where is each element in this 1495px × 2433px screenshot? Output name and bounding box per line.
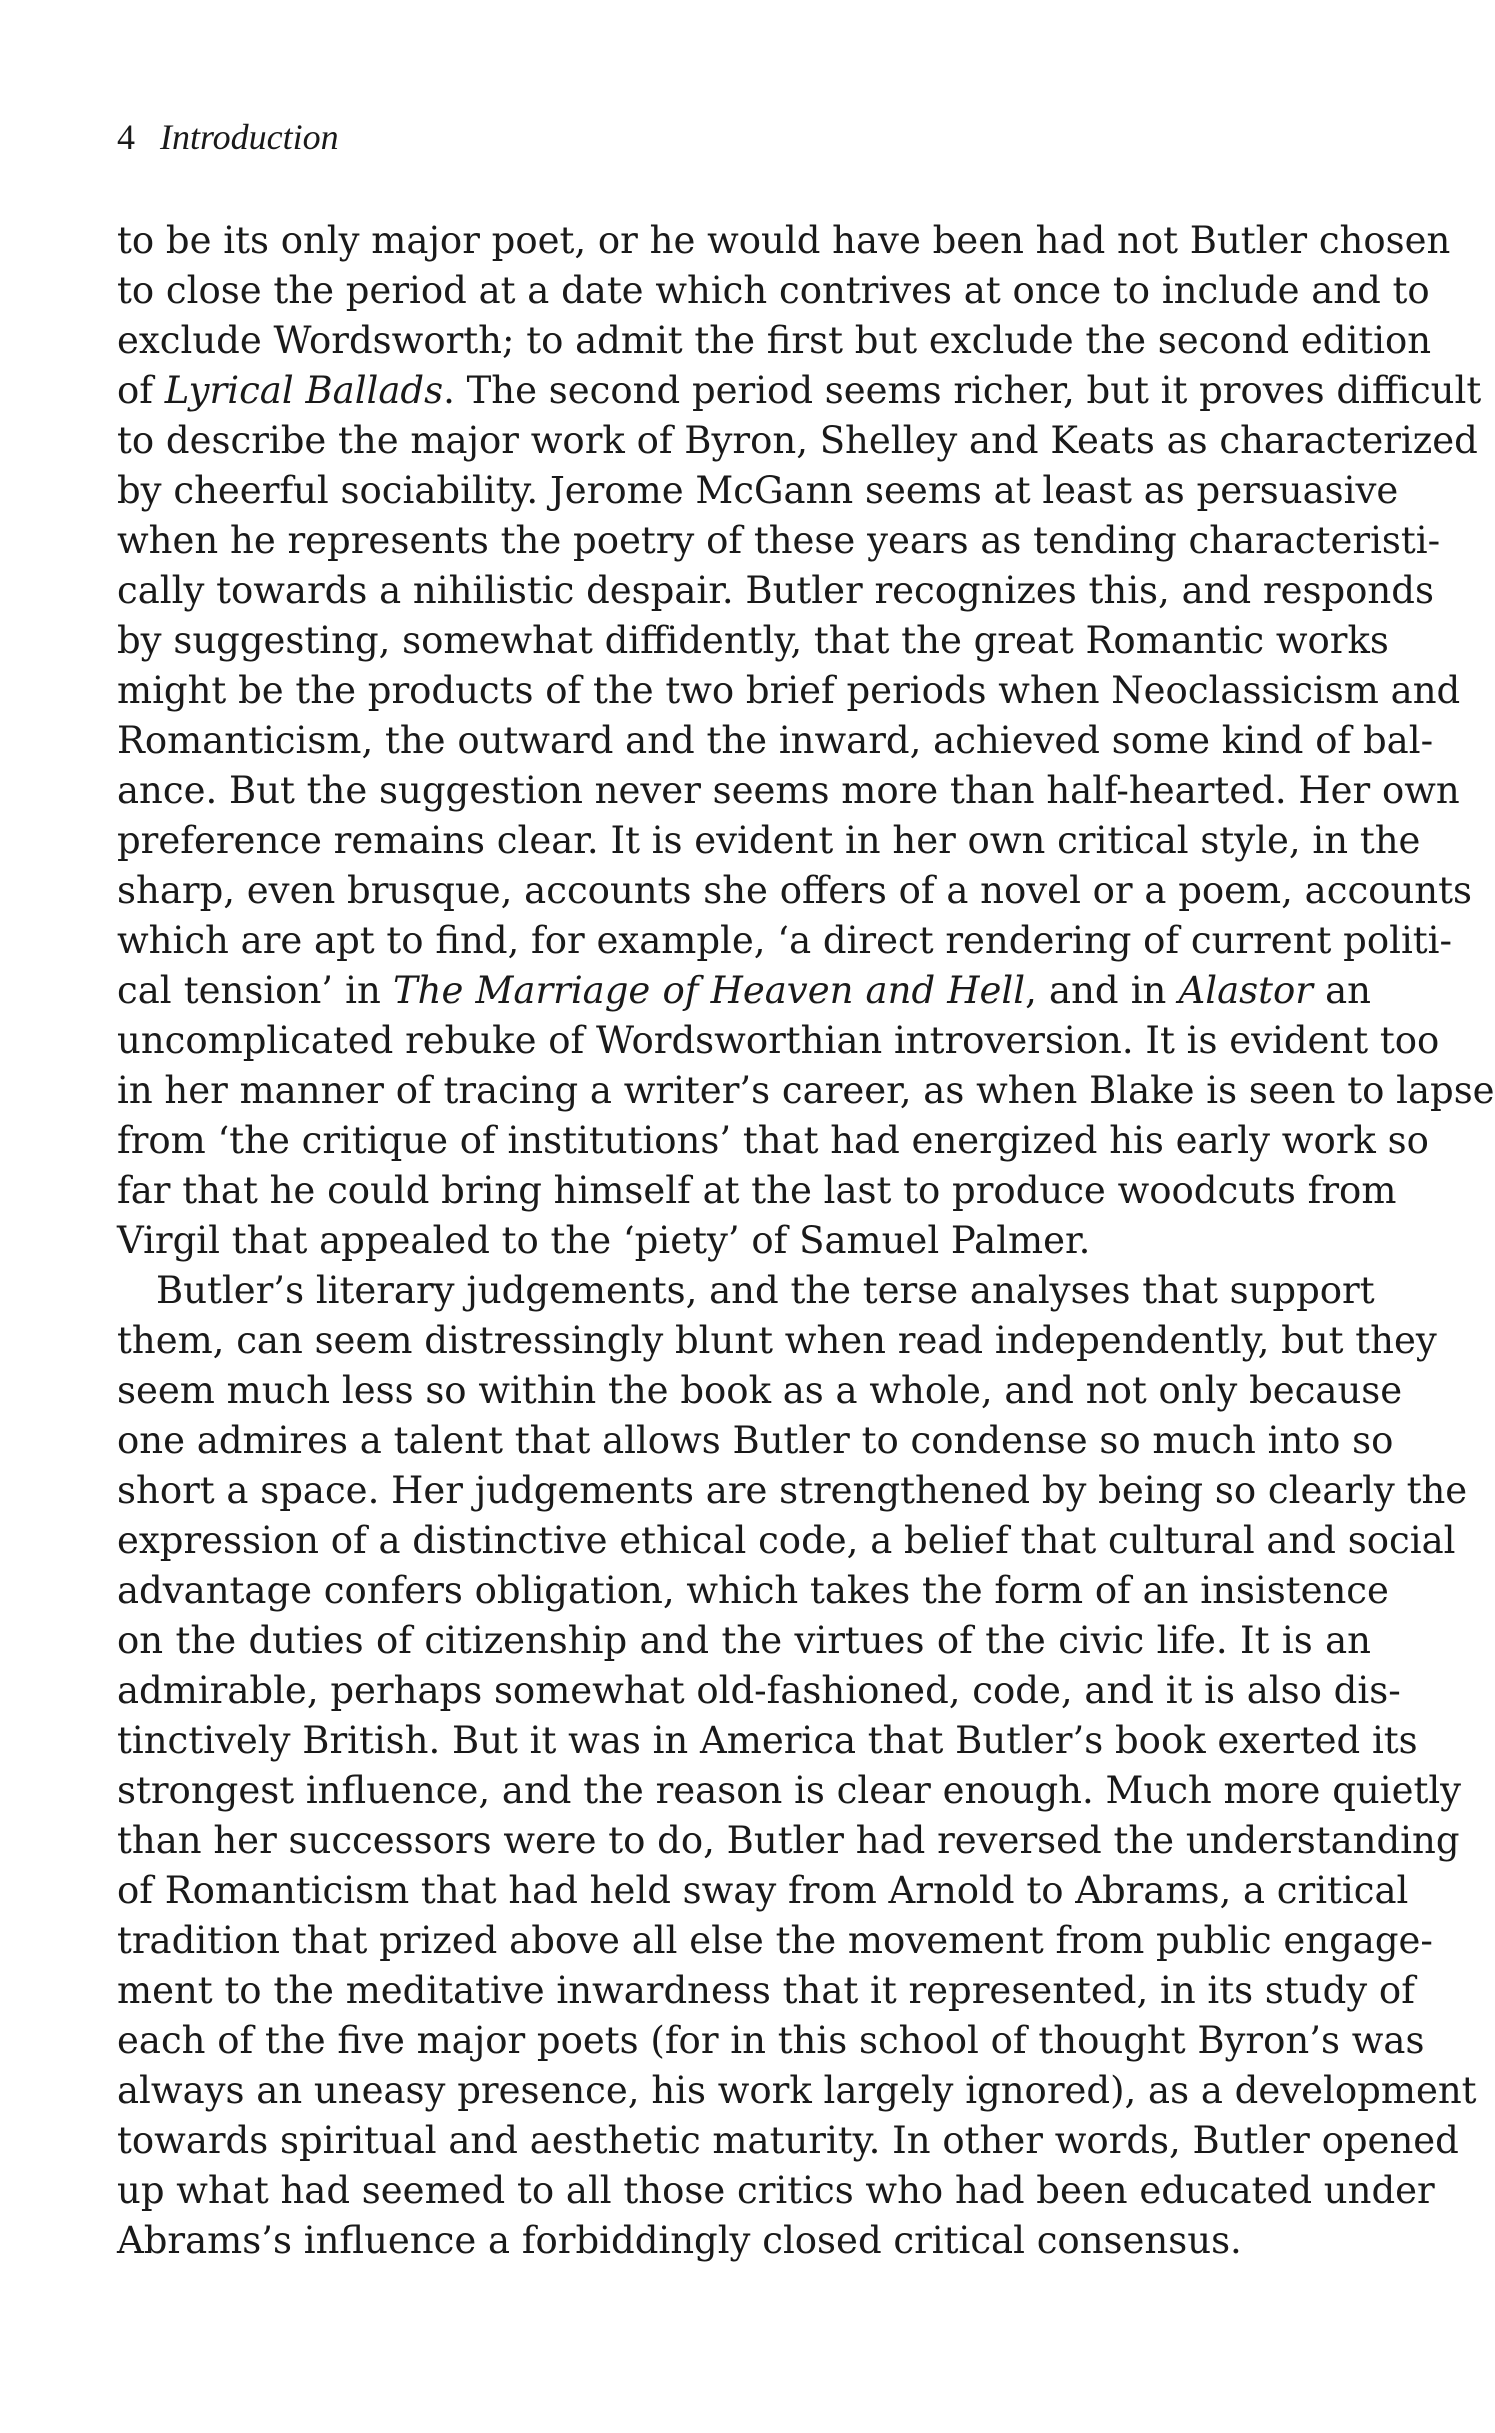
text-line: tradition that prized above all else the movement from public engage- (117, 1919, 1433, 1962)
text-line: exclude Wordsworth; to admit the first but exclude the second edition (117, 319, 1432, 362)
text-line: admirable, perhaps somewhat old-fashioned, code, and it is also dis- (117, 1669, 1401, 1712)
text-line: by cheerful sociability. Jerome McGann seems at least as persuasive (117, 469, 1399, 512)
text-line: uncomplicated rebuke of Wordsworthian introversion. It is evident too (117, 1019, 1440, 1062)
text-line: of Lyrical Ballads. The second period seems richer, but it proves difficult (117, 369, 1482, 412)
text-line: each of the five major poets (for in this school of thought Byron’s was (117, 2019, 1425, 2062)
text-line: one admires a talent that allows Butler to condense so much into so (117, 1419, 1394, 1462)
text-line: preference remains clear. It is evident in her own critical style, in the (117, 819, 1421, 862)
text-line: tinctively British. But it was in America that Butler’s book exerted its (117, 1719, 1418, 1762)
text-line: cal tension’ in The Marriage of Heaven and Hell, and in Alastor an (117, 969, 1371, 1012)
text-line: of Romanticism that had held sway from Arnold to Abrams, a critical (117, 1869, 1409, 1912)
page-number: 4 (117, 117, 135, 157)
text-line: on the duties of citizenship and the virtues of the civic life. It is an (117, 1619, 1371, 1662)
text-line: them, can seem distressingly blunt when read independently, but they (117, 1319, 1437, 1362)
body-text (117, 216, 1495, 2266)
text-line: Abrams’s influence a forbiddingly closed critical consensus. (117, 2219, 1242, 2262)
text-line: might be the products of the two brief periods when Neoclassicism and (117, 669, 1461, 712)
text-line: from ‘the critique of institutions’ that had energized his early work so (117, 1119, 1429, 1162)
text-line: Virgil that appealed to the ‘piety’ of Samuel Palmer. (117, 1219, 1091, 1262)
text-line: than her successors were to do, Butler had reversed the understanding (117, 1819, 1460, 1862)
paragraph (117, 1266, 1477, 2266)
text-line: Romanticism, the outward and the inward, achieved some kind of bal- (117, 719, 1434, 762)
text-line: advantage confers obligation, which takes the form of an insistence (117, 1569, 1389, 1612)
text-line: which are apt to find, for example, ‘a direct rendering of current politi- (117, 919, 1452, 962)
text-line: up what had seemed to all those critics who had been educated under (117, 2169, 1435, 2212)
running-title: Introduction (160, 117, 339, 157)
text-line: short a space. Her judgements are strengthened by being so clearly the (117, 1469, 1468, 1512)
text-line: towards spiritual and aesthetic maturity. In other words, Butler opened (117, 2119, 1459, 2162)
text-line: ance. But the suggestion never seems more than half-hearted. Her own (117, 769, 1460, 812)
italic-title: Alastor (1178, 969, 1313, 1012)
italic-title: The Marriage of Heaven and Hell (392, 969, 1026, 1012)
text-line: when he represents the poetry of these years as tending characteristi- (117, 519, 1441, 562)
text-line: to describe the major work of Byron, Shelley and Keats as characterized (117, 419, 1478, 462)
italic-title: Lyrical Ballads (164, 369, 444, 412)
text-line: strongest influence, and the reason is clear enough. Much more quietly (117, 1769, 1462, 1812)
paragraph (117, 216, 1495, 1266)
text-line: in her manner of tracing a writer’s career, as when Blake is seen to lapse (117, 1069, 1495, 1112)
text-line: to close the period at a date which contrives at once to include and to (117, 269, 1430, 312)
text-line: far that he could bring himself at the last to produce woodcuts from (117, 1169, 1397, 1212)
running-head (117, 117, 339, 157)
text-line: to be its only major poet, or he would have been had not Butler chosen (117, 219, 1451, 262)
text-line: expression of a distinctive ethical code, a belief that cultural and social (117, 1519, 1456, 1562)
text-line: always an uneasy presence, his work largely ignored), as a development (117, 2069, 1477, 2112)
text-line: sharp, even brusque, accounts she offers of a novel or a poem, accounts (117, 869, 1472, 912)
text-line: by suggesting, somewhat diffidently, that the great Romantic works (117, 619, 1389, 662)
text-line: seem much less so within the book as a whole, and not only because (117, 1369, 1403, 1412)
text-line: cally towards a nihilistic despair. Butler recognizes this, and responds (117, 569, 1434, 612)
text-line: ment to the meditative inwardness that it represented, in its study of (117, 1969, 1415, 2012)
text-line: Butler’s literary judgements, and the terse analyses that support (156, 1269, 1375, 1312)
